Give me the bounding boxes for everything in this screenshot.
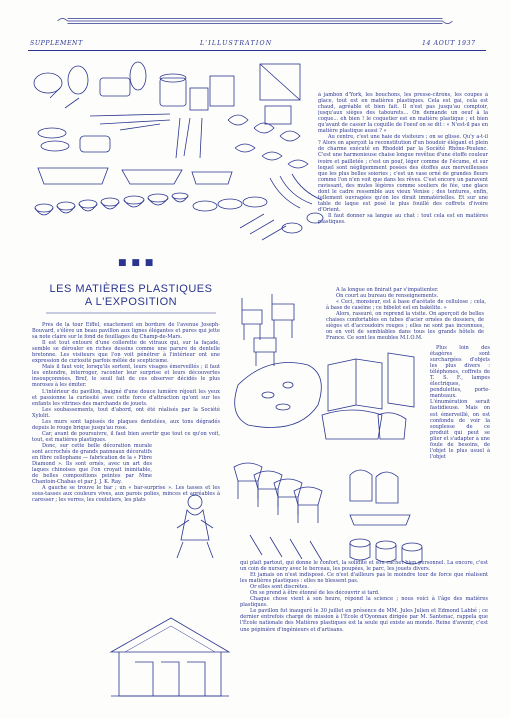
paragraph: Le pavillon fut inauguré le 30 juillet en présence de MM. Jules Julien et Edmond Labbé ; ce dernier entrefois chargé de mission à l'École d'Oyonnax dirigée par M. Santenac, rappela que l'École nationale des Matières plastiques est la seule qui existe au monde. Reine d'avenir, c'est une pépinière d'ingénieurs et d'artisans. bbox=[240, 608, 488, 633]
right-column-top-text bbox=[318, 92, 488, 290]
paragraph: A la longue on finirait par s'impatienter. bbox=[336, 287, 439, 293]
right-column-narrow-text bbox=[430, 345, 490, 527]
article-title bbox=[46, 283, 216, 309]
figurine-illustration bbox=[165, 492, 225, 562]
paragraph: Donc, sur cette belle décoration murale sont accrochés de grands panneaux décoratifs en fibre cellophane — fabrication de la « Fibre Diamond ». Ils sont ornés, avec un art des laques chinoises que l'on croyait inimitable, de belles compositions peintes par Mme Chantoin-Chabas et par J. J. K. Ray. bbox=[32, 442, 152, 486]
right-column-bottom-text bbox=[240, 560, 488, 702]
paragraph: A gauche se trouve le bar ; un « bar-surprise ». Les tasses et les sous-tasses aux couleurs vives, aux parois polies, minces et agréables à caresser ; les verres, les couteliers, les plats bbox=[32, 485, 220, 504]
paragraph: « Ceci, monsieur, est à base d'acétate de cellulose ; cela, à base de caséine ; ce bibelot est en bakélite. » bbox=[326, 299, 486, 312]
paragraph: Car, avant de poursuivre, il faut bien avertir que tout ce qu'on voit, tout, est matières plastiques. bbox=[32, 430, 220, 443]
pavilion-illustration bbox=[105, 612, 235, 702]
paragraph: Les soubassements, tout d'abord, ont été réalisés par la Société Xylolit. bbox=[32, 406, 220, 419]
paragraph: Et jamais on n'est indisposé. Ce n'est d'ailleurs pas le moindre tour de force que réalisent les matières plastiques : elles ne blessent pas. bbox=[240, 572, 488, 585]
article-title-line2: A L'EXPOSITION bbox=[84, 296, 178, 308]
paragraph: Il est tout entouré d'une collerette de vitraux qui, sur la façade, semble se dérouler en riches dessins comme une parure de dentelle bretonne. Les visiteurs que l'on voit pénétrer à l'intérieur ont une expression de curiosité parfois mêlée de scepticisme. bbox=[32, 340, 220, 365]
decorative-top-border bbox=[18, 16, 492, 26]
title-rule bbox=[46, 312, 216, 314]
header-date: 14 AOUT 1937 bbox=[422, 40, 476, 47]
section-divider: ■ ■ ■ bbox=[118, 258, 155, 268]
paragraph: Mais il faut voir, lorsqu'ils sortent, leurs visages émerveillés ; il faut les entendre, interroger, raconter leur surprise et leurs découvertes insoupçonnées. Bref, le seuil fait de ces observer décidés le plus moroses à les émiter. bbox=[32, 364, 220, 389]
paragraph: qui plaît partout, qui donne le confort, la solidité et son cachet bien personnel. La encore, c'est un coin de nursery avec le berceau, les poupées, le parc, les jouets divers. bbox=[240, 560, 488, 573]
paragraph: On court au bureau de renseignements. bbox=[336, 293, 439, 300]
paragraph: à jambon d'York, les bouchons, les presse-citrons, les coupes à glace, tout est en matières plastiques. Cela est gai, cela est chaud, agréable et bien fait. Il n'est pas jusqu'au comptoir, jusqu'aux sièges des tabourets... On demande un oeuf à la coque... eh bien ! le coquetier est en matière plastique ; et bien qu'avant de casser la coquille de l'oeuf on se dit : « N'est-il pas en matière plastique aussi ? » bbox=[318, 92, 488, 135]
plastic-objects-illustration bbox=[30, 58, 330, 258]
header-rule bbox=[28, 50, 486, 51]
stacked-chairs-illustration bbox=[230, 455, 430, 570]
paragraph: Les murs sont tapissés de plaques dentelées, aux tons dégradés depuis le rouge brique jusqu'au rose. bbox=[32, 418, 220, 431]
paragraph: Alors, rassuré, on reprend la visite. On aperçoit de belles chaises confortables en tubes d'acier ornées de dossiers, de sièges et d'accoudoirs rouges ; elles ne sont pas inconnues, on en voit de semblables dans tous les grands hôtels de France. Ce sont les meubles M.I.O.M. bbox=[326, 311, 484, 342]
paragraph: Il faut donner sa langue au chat : tout cela est en matières plastiques. bbox=[318, 212, 488, 225]
paragraph: Près de la tour Eiffel, exactement en bordure de l'avenue Joseph-Bouvard, s'élève un beau pavillon aux lignes élégantes et pures qui jette sa note claire sur le fond de feuillages du Champ-de-Mars. bbox=[32, 322, 220, 341]
paragraph: On se prend à être étonné de les découvrir si tard. bbox=[250, 590, 380, 597]
header-supplement: SUPPLEMENT bbox=[30, 40, 83, 47]
paragraph: L'intérieur du pavillon, baigné d'une douce lumière réjouit les yeux et passionne la curiosité avec cette force d'attraction qu'ont sur les enfants les vitrines des marchands de jouets. bbox=[32, 388, 220, 407]
article-title-line1: LES MATIÈRES PLASTIQUES bbox=[49, 283, 213, 295]
paragraph: Chaque chose vient à son heure, répond la science ; nous voici à l'âge des matières plastiques. bbox=[240, 596, 488, 609]
boudoir-illustration bbox=[228, 345, 428, 455]
paragraph: Au centre, c'est une haie de visiteurs ; on se glisse. Qu'y a-t-il ? Alors on aperçoit la reconstitution d'un boudoir élégant et plein de charme exécuté en Rhodoïd par la Société Rhône-Poulenc. C'est une harmonieuse chaise longue revêtue d'une étoffe couleur ivoire et pailletée ; c'est un pouf, léger comme de l'écume, et sur lequel sont négligemment posées des étoffes aux merveilleuses que les plus belles soieries ; c'est un vase orné de grandes fleurs comme l'on n'en voit que dans les rêves. C'est encore un paravent ravissant, des mules légères comme souliers de fée, une glace dont le cadre ressemble aux vieux Venise ; des tentures, enfin, tellement ouvragées qu'on les dirait immatérielles. Et sur une table de laque est posé le plus fouillé des coffrets d'ivoire d'Orient. bbox=[318, 134, 488, 213]
paragraph: Plus loin des étagères sont surchargées d'objets les plus divers : téléphones, coffrets de T. S. F., lampes électriques, pendulettes, porte-manteaux. L'énumération serait fastidieuse. Mais on est émerveillé, on est confondu de voir la souplesse de ce produit qui peut se plier et s'adapter à une foule de besoins, de l'objet le plus usuel à l'objet bbox=[430, 345, 490, 460]
header-publication: L'ILLUSTRATION bbox=[200, 40, 273, 47]
right-column-middle-text bbox=[326, 287, 486, 345]
paragraph: Or elles sont discrètes. bbox=[250, 584, 309, 591]
